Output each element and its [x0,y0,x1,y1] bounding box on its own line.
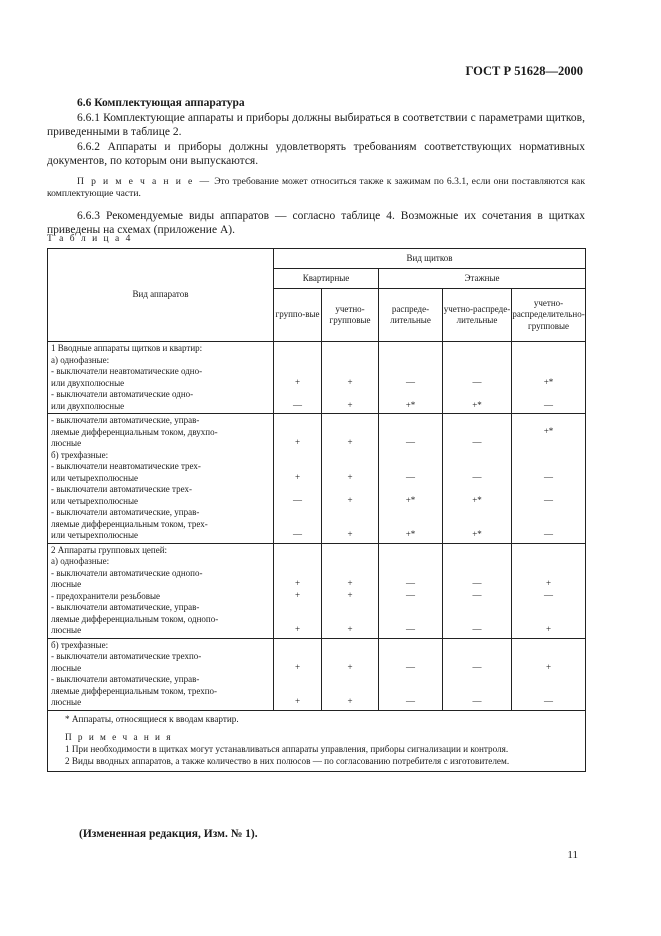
applicability-cell [274,543,322,638]
description-line: - выключатели автоматические, управ- [51,674,200,684]
applicability-mark [512,613,585,625]
description-line: или четырехполюсные [51,472,139,483]
applicability-mark: + [545,661,552,672]
applicability-cell [322,342,379,414]
header-apartment: Квартирные [274,269,379,289]
table-row [48,543,586,638]
applicability-mark [512,354,585,366]
applicability-mark [322,601,378,613]
device-description [48,638,274,710]
applicability-mark [443,613,511,625]
applicability-mark: — [544,399,554,410]
applicability-cell [322,543,379,638]
applicability-mark: — [472,471,482,482]
header-metering-distribution: учетно-распреде-лительные [443,289,512,342]
applicability-mark [274,639,321,651]
description-line: б) трехфазные: [51,639,109,650]
description-line: - выключатели автоматические трехпо- [51,651,202,661]
description-line: ляемые дифференциальным током, однопо- [51,613,219,624]
applicability-cell [379,414,443,544]
applicability-mark: + [347,624,353,634]
description-line: - выключатели автоматические одно- [51,389,194,399]
applicability-mark: + [545,578,552,588]
applicability-mark: — [544,471,554,482]
applicability-mark [443,650,511,662]
applicability-mark: +* [472,529,482,539]
applicability-mark: + [294,471,301,482]
description-line: 1 Вводные аппараты щитков и квартир: [51,343,203,353]
applicability-mark [443,639,511,651]
applicability-cell [322,638,379,710]
applicability-mark: + [294,589,301,600]
applicability-mark: — [544,589,554,600]
applicability-mark [274,365,321,377]
applicability-mark [512,567,585,579]
applicability-mark: — [472,696,482,706]
applicability-mark [512,449,585,461]
table-caption: Т а б л и ц а 4 [47,234,133,244]
applicability-mark [322,567,378,579]
description-line: - выключатели неавтоматические одно- [51,366,203,376]
applicability-mark [322,506,378,518]
applicability-mark [274,673,321,685]
table-body [48,342,586,711]
description-line: б) трехфазные: [51,449,109,460]
document-id: ГОСТ Р 51628—2000 [465,64,583,78]
applicability-mark [379,506,442,518]
applicability-mark: — [293,494,302,505]
description-line: - выключатели автоматические, управ- [51,415,200,425]
applicability-mark: + [347,376,353,387]
header-metering-group: учетно-групповые [322,289,379,342]
description-line: - выключатели автоматические, управ- [51,507,200,517]
applicability-mark [512,639,585,651]
applicability-mark [322,613,378,625]
applicability-mark [274,460,321,472]
footnote: * Аппараты, относящиеся к вводам квартир. [65,713,239,724]
applicability-mark: +* [472,494,482,505]
applicability-mark: + [347,661,353,672]
applicability-mark [512,342,585,354]
applicability-mark [443,555,511,567]
applicability-mark [443,544,511,556]
applicability-mark [322,639,378,651]
applicability-mark [322,414,378,426]
applicability-mark: + [294,578,301,588]
applicability-mark [379,388,442,400]
applicability-mark [274,449,321,461]
applicability-mark [322,426,378,438]
applicability-mark [379,685,442,697]
applicability-mark [379,650,442,662]
applicability-mark [443,567,511,579]
applicability-mark [379,613,442,625]
applicability-mark: — [472,376,482,387]
applicability-mark [443,449,511,461]
applicability-mark [322,449,378,461]
applicability-cell [443,543,512,638]
applicability-mark [443,506,511,518]
applicability-mark [322,685,378,697]
applicability-mark [512,460,585,472]
paragraph-6-6-1: 6.6.1 Комплектующие аппараты и приборы должны выбираться в соответствии с параметрами щитков, приведенными в таблице 2. [47,111,585,138]
applicability-mark [443,518,511,530]
applicability-mark [322,460,378,472]
applicability-mark: + [545,624,552,634]
section-title: 6.6 Комплектующая аппаратура [77,97,245,109]
applicability-mark: + [347,529,353,539]
applicability-cell [274,638,322,710]
applicability-mark: — [472,578,482,588]
applicability-mark [379,483,442,495]
applicability-mark [274,613,321,625]
applicability-mark: + [347,494,353,505]
applicability-cell [379,543,443,638]
applicability-mark [274,685,321,697]
applicability-mark [322,518,378,530]
applicability-mark: + [294,696,301,706]
applicability-mark: + [294,624,301,634]
applicability-mark [512,414,585,426]
header-distribution: распреде-лительные [379,289,443,342]
applicability-mark [443,365,511,377]
edition-note: (Измененная редакция, Изм. № 1). [79,828,258,840]
applicability-mark [274,567,321,579]
applicability-mark [379,518,442,530]
note-label: П р и м е ч а н и е — [77,175,212,187]
device-description [48,414,274,544]
applicability-mark [379,639,442,651]
applicability-mark [443,414,511,426]
applicability-mark [443,685,511,697]
applicability-mark: +* [405,399,416,410]
applicability-mark: — [406,376,415,387]
applicability-mark [512,544,585,556]
paragraph-6-6-2: 6.6.2 Аппараты и приборы должны удовлетворять требованиям соответствующих нормативных документов, по которым они выпускаются. [47,140,585,167]
description-line: или четырехполюсные [51,530,139,540]
section-6-6 [47,96,585,238]
applicability-mark: — [544,529,554,539]
applicability-mark [443,483,511,495]
applicability-mark [443,426,511,438]
applicability-mark [512,365,585,377]
applicability-mark: +* [405,529,416,539]
description-line: люсные [51,625,82,635]
applicability-mark [379,673,442,685]
description-line: - выключатели автоматические однопо- [51,567,203,578]
page-number: 11 [567,849,578,861]
applicability-mark [322,388,378,400]
applicability-cell [512,342,586,414]
applicability-mark [512,555,585,567]
applicability-mark: + [347,471,353,482]
description-line: - выключатели автоматические, управ- [51,602,200,612]
applicability-mark [322,342,378,354]
applicability-mark: — [544,494,554,505]
applicability-mark [512,601,585,613]
applicability-mark: — [406,578,415,588]
applicability-mark [322,650,378,662]
applicability-mark: — [472,437,482,447]
applicability-mark [443,342,511,354]
applicability-mark [379,460,442,472]
header-metering-distribution-group: учетно-распределительно-групповые [512,289,586,342]
applicability-mark: + [347,589,353,600]
description-line: или двухполюсные [51,377,125,388]
description-line: а) однофазные: [51,556,110,566]
applicability-cell [274,414,322,544]
header-device-type: Вид аппаратов [48,249,274,342]
applicability-mark [274,414,321,426]
applicability-cell [512,638,586,710]
applicability-mark: — [472,589,482,600]
applicability-mark [443,673,511,685]
header-floor: Этажные [379,269,586,289]
applicability-mark: — [544,696,554,706]
applicability-mark [443,601,511,613]
applicability-mark [274,506,321,518]
applicability-mark: +* [405,494,416,505]
applicability-mark [379,601,442,613]
applicability-mark: +* [472,399,482,410]
applicability-mark: + [347,578,353,588]
applicability-mark: — [293,529,302,539]
applicability-mark: — [406,589,415,600]
applicability-cell [512,414,586,544]
note-1: 1 При необходимости в щитках могут устанавливаться аппараты управления, приборы сигнализации и контроля. [65,743,509,754]
applicability-mark [322,673,378,685]
applicability-mark [379,426,442,438]
applicability-mark [379,365,442,377]
applicability-mark [274,601,321,613]
description-line: а) однофазные: [51,354,110,365]
applicability-mark: + [347,696,353,706]
description-line: люсные [51,438,82,448]
applicability-mark [512,483,585,495]
description-line: ляемые дифференциальным током, двухпо- [51,426,218,437]
applicability-mark [512,388,585,400]
applicability-mark [274,518,321,530]
device-description [48,342,274,414]
note-text: Это требование может относиться также к зажимам по 6.3.1, если они поставляются как комплектующие части. [47,175,585,199]
applicability-cell [274,342,322,414]
applicability-cell [443,342,512,414]
note-2: 2 Виды вводных аппаратов, а также количество в них полюсов — по согласованию потребителя с изготовителем. [65,755,510,766]
applicability-mark: + [294,437,301,447]
applicability-mark [379,414,442,426]
applicability-mark [379,567,442,579]
note-paragraph [47,176,585,201]
applicability-mark [379,354,442,366]
applicability-mark: + [347,437,353,447]
table-footer [48,710,586,771]
description-line: - выключатели автоматические трех- [51,484,192,494]
applicability-mark [274,426,321,438]
applicability-mark [274,388,321,400]
applicability-mark [322,365,378,377]
applicability-mark: +* [543,425,554,436]
applicability-mark [512,437,585,449]
applicability-mark: — [293,399,302,410]
description-line: или двухполюсные [51,400,125,411]
applicability-mark [274,483,321,495]
header-group: группо-вые [274,289,322,342]
description-line: люсные [51,662,82,673]
description-line: ляемые дифференциальным током, трех- [51,518,208,529]
description-line: 2 Аппараты групповых цепей: [51,544,168,555]
applicability-mark [274,555,321,567]
table-row [48,638,586,710]
applicability-mark [379,342,442,354]
applicability-mark: — [406,471,415,482]
applicability-mark [322,555,378,567]
applicability-mark: + [294,661,301,672]
applicability-cell [512,543,586,638]
applicability-mark [512,685,585,697]
device-description [48,543,274,638]
applicability-mark: + [347,399,353,410]
applicability-mark [274,650,321,662]
applicability-mark [274,342,321,354]
description-line: - предохранители резьбовые [51,590,161,601]
description-line: или четырехполюсные [51,495,139,506]
description-line: люсные [51,697,82,707]
applicability-mark [443,354,511,366]
applicability-mark [512,673,585,685]
notes-title: П р и м е ч а н и я [65,731,173,742]
applicability-mark [379,449,442,461]
description-line: люсные [51,579,82,589]
applicability-mark [322,544,378,556]
applicability-cell [322,414,379,544]
applicability-mark: — [472,661,482,672]
applicability-mark [322,483,378,495]
table-row [48,342,586,414]
applicability-mark: — [406,661,415,672]
applicability-mark: — [406,624,415,634]
description-line: - выключатели неавтоматические трех- [51,461,201,471]
applicability-mark: +* [543,376,554,387]
applicability-cell [379,342,443,414]
applicability-mark [443,460,511,472]
header-shield-type: Вид щитков [274,249,586,269]
applicability-mark [512,650,585,662]
applicability-cell [443,414,512,544]
applicability-cell [379,638,443,710]
applicability-mark [443,388,511,400]
table-4 [47,248,586,772]
paragraph-6-6-3: 6.6.3 Рекомендуемые виды аппаратов — согласно таблице 4. Возможные их сочетания в щитках приведены на схемах (приложение А). [47,209,585,236]
applicability-mark [512,518,585,530]
description-line: ляемые дифференциальным током, трехпо- [51,685,218,696]
applicability-mark [274,354,321,366]
applicability-cell [443,638,512,710]
applicability-mark [379,544,442,556]
applicability-mark [322,354,378,366]
applicability-mark: — [406,696,415,706]
applicability-mark: — [406,437,415,447]
applicability-mark: — [472,624,482,634]
applicability-mark: + [294,376,301,387]
table-row [48,414,586,544]
applicability-mark [274,544,321,556]
applicability-mark [512,506,585,518]
applicability-mark [379,555,442,567]
